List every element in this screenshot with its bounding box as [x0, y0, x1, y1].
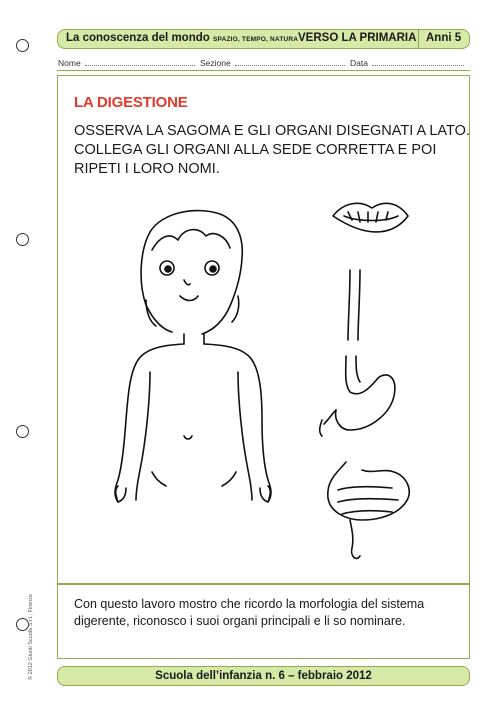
- summary-divider: [58, 583, 469, 585]
- subject-text: La conoscenza del mondo: [66, 32, 210, 44]
- date-label: Data: [350, 58, 368, 68]
- child-silhouette: [115, 211, 271, 502]
- mouth-organ[interactable]: [333, 203, 408, 232]
- footer-issue: Scuola dell’infanzia n. 6 – febbraio 2012: [155, 670, 372, 682]
- intestines-organ[interactable]: [328, 462, 409, 558]
- footer-bar: [57, 666, 470, 686]
- instruction-line: RIPETI I LORO NOMI.: [74, 161, 220, 177]
- header-age: Anni 5: [426, 32, 462, 44]
- topics-text: SPAZIO, TEMPO, NATURA: [212, 36, 299, 43]
- copyright-text: © 2012 Giunti Scuola S.r.l., Firenze: [28, 594, 34, 680]
- stomach-organ[interactable]: [320, 356, 395, 436]
- child-face: [160, 261, 219, 439]
- name-label: Nome: [58, 58, 81, 68]
- esophagus-organ[interactable]: [348, 270, 360, 340]
- instruction-line: OSSERVA LA SAGOMA E GLI ORGANI DISEGNATI A LATO.: [74, 123, 470, 139]
- header-section: VERSO LA PRIMARIA: [298, 32, 417, 44]
- page-title: LA DIGESTIONE: [74, 94, 188, 111]
- instruction-line: COLLEGA GLI ORGANI ALLA SEDE CORRETTA E POI: [74, 142, 437, 158]
- summary-text: Con questo lavoro mostro che ricordo la morfologia del sistema digerente, riconosco i suoi organi principali e li so nominare.: [74, 597, 425, 628]
- section-label: Sezione: [200, 58, 231, 68]
